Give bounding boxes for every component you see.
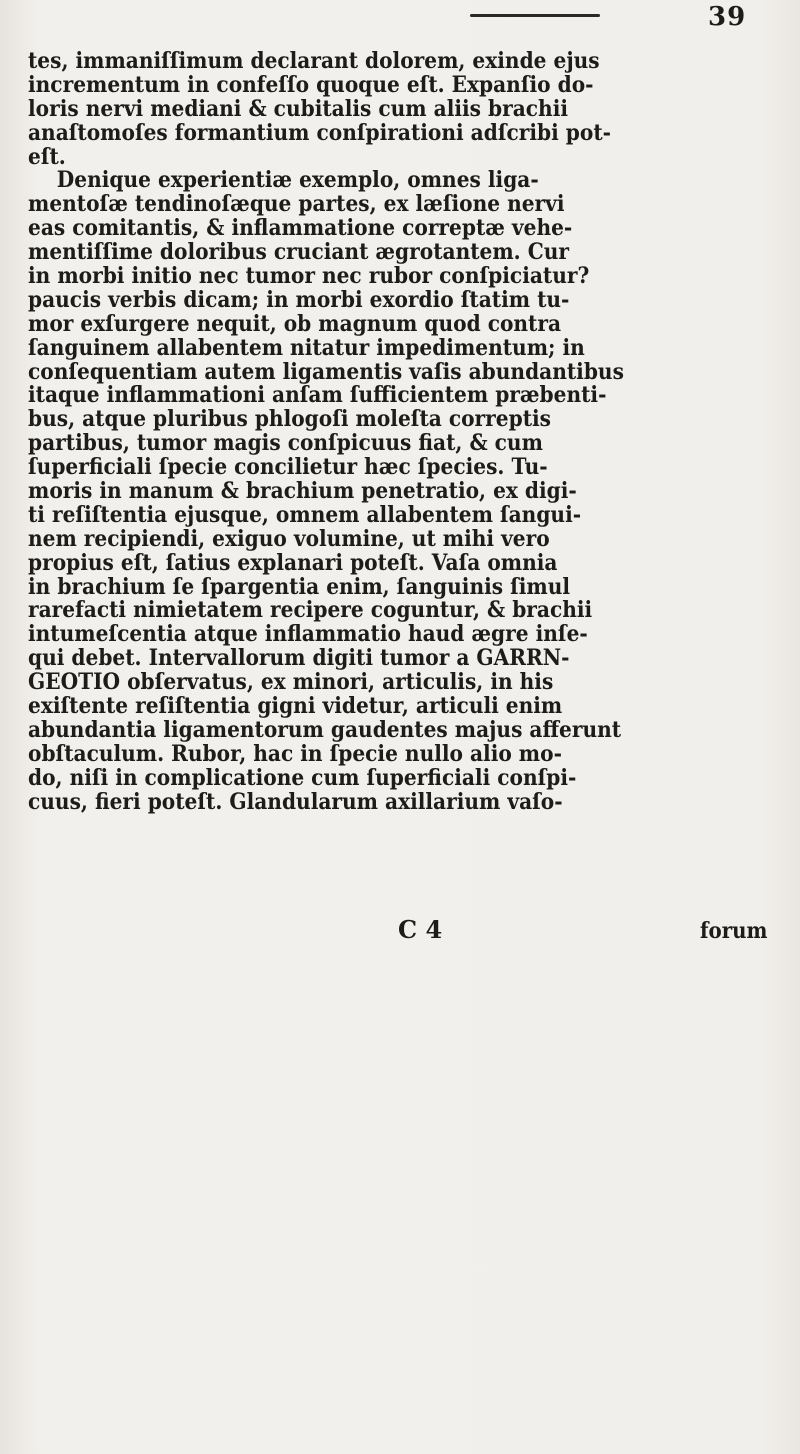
text-line: eas comitantis, & inflammatione correptæ vehe- — [28, 215, 573, 242]
page-number: 39 — [708, 2, 747, 32]
text-line: bus, atque pluribus phlogoſi moleſta correptis — [28, 406, 551, 433]
text-line: GEOTIO obſervatus, ex minori, articulis, in his — [28, 669, 554, 696]
text-line: in brachium ſe ſpargentia enim, ſanguinis ſimul — [28, 573, 571, 600]
text-line: loris nervi mediani & cubitalis cum aliis brachii — [28, 95, 569, 122]
text-line: propius eſt, ſatius explanari poteſt. Vaſa omnia — [28, 549, 558, 576]
text-line: itaque inflammationi anſam ſufficientem præbenti- — [28, 382, 607, 409]
body-text — [28, 50, 794, 815]
text-line: tes, immaniſſimum declarant dolorem, exinde ejus — [28, 48, 600, 74]
text-line: Denique experientiæ exemplo, omnes liga- — [56, 167, 539, 194]
text-line: ſuperficiali ſpecie concilietur hæc ſpecies. Tu- — [28, 454, 548, 481]
text-line: ti reſiſtentia ejusque, omnem allabentem ſangui- — [28, 501, 582, 528]
text-line: qui debet. Intervallorum digiti tumor a GARRN- — [28, 645, 570, 672]
text-line: partibus, tumor magis conſpicuus fiat, & cum — [28, 430, 543, 457]
text-line: eſt. — [28, 143, 66, 170]
text-line: rarefacti nimietatem recipere coguntur, & brachii — [28, 597, 593, 624]
text-line: mentiſſime doloribus cruciant ægrotantem. Cur — [28, 239, 570, 266]
text-line: incrementum in confeſſo quoque eſt. Expanſio do- — [28, 71, 594, 98]
text-line: exiſtente reſiſtentia gigni videtur, articuli enim — [28, 693, 563, 720]
text-line: conſequentiam autem ligamentis vaſis abundantibus — [28, 358, 624, 385]
text-line: anaſtomoſes formantium conſpirationi adſcribi pot- — [28, 119, 612, 146]
text-line: mentoſæ tendinoſæque partes, ex læſione nervi — [28, 191, 565, 218]
text-line: mor exſurgere nequit, ob magnum quod contra — [28, 310, 562, 337]
header-rule — [470, 14, 600, 17]
catchword: forum — [700, 918, 768, 944]
text-line: do, niſi in complicatione cum ſuperficiali conſpi- — [28, 764, 577, 791]
text-line: nem recipiendi, exiguo volumine, ut mihi vero — [28, 525, 550, 552]
text-line: obſtaculum. Rubor, hac in ſpecie nullo alio mo- — [28, 740, 562, 767]
text-line: paucis verbis dicam; in morbi exordio ſtatim tu- — [28, 286, 570, 313]
text-line: ſanguinem allabentem nitatur impedimentum; in — [28, 334, 585, 361]
signature-mark: C 4 — [398, 915, 443, 944]
text-line: cuus, fieri poteſt. Glandularum axillarium vaſo- — [28, 788, 563, 815]
text-line: moris in manum & brachium penetratio, ex digi- — [28, 478, 577, 505]
text-line: intumeſcentia atque inflammatio haud ægre inſe- — [28, 621, 588, 648]
text-line: in morbi initio nec tumor nec rubor conſpiciatur? — [28, 263, 590, 290]
text-line: abundantia ligamentorum gaudentes majus afferunt — [28, 716, 622, 743]
